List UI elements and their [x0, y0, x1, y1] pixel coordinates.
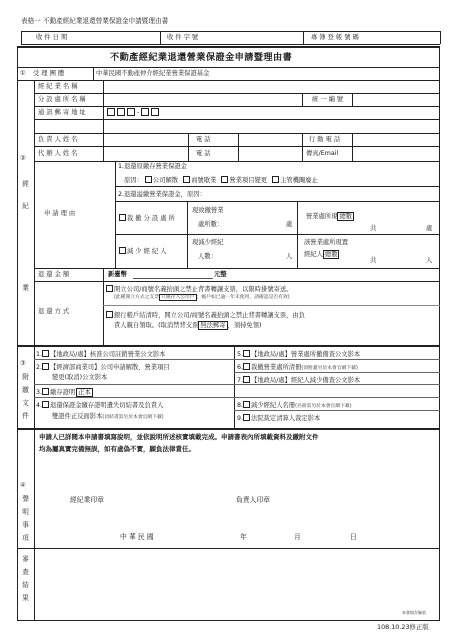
section2-vertical-label-3: 業 [22, 284, 29, 292]
reduced-agents-label-2: 人數： [198, 253, 217, 260]
mail-check-checkbox[interactable] [106, 285, 113, 292]
current-agents-prefix: 共 [370, 257, 377, 264]
unified-number-field[interactable] [355, 95, 437, 105]
attachment-1: 1. 【地政局/處】核准公司註銷營業公文影本 [36, 351, 166, 358]
agent-name-label: 代 辦 人 姓 名 [38, 150, 78, 157]
received-number-label: 收 件 字 號 [167, 34, 199, 41]
attachment-4: 4. 退還保證金繳存證明遺失切結書及負責人 [36, 402, 164, 409]
attachment-9-checkbox[interactable] [243, 414, 250, 421]
date-roc-label: 中 華 民 國 [120, 533, 154, 541]
attachment-9: 9. 法院裁定清算人裁定影本 [237, 415, 321, 422]
method-2-note: 責人親自領取。(取消禁背支票 無法郵寄 ，須持免領) [114, 322, 262, 329]
reduced-agents-label: 現減少經紀 [192, 239, 224, 246]
refund-amount-label: 退 還 金 額 [38, 271, 70, 278]
total-branches-label: 營業處所現 總數 [306, 213, 353, 220]
agent-phone-label: 電 話 [196, 150, 211, 157]
method-1-note: (此種開立方式之支票 只限存入公司戶 ；帳戶如已逾一年未使用，請確認是否有效) [114, 295, 290, 300]
owner-seal-label: 負責人印章 [236, 496, 270, 504]
date-day-label: 日 [350, 533, 357, 541]
attachment-7-checkbox[interactable] [243, 376, 250, 383]
method-1-text: 開立公司/商號名義抬頭之禁止背書轉讓支票，以限時掛號寄送。 [114, 286, 293, 293]
section3-number: ③ [20, 360, 26, 367]
attachment-4-checkbox[interactable] [42, 401, 49, 408]
business-change-checkbox[interactable] [221, 176, 228, 183]
section2-vertical-label-1: 經 [22, 180, 29, 188]
closure-label: 商號歇業 [191, 177, 217, 184]
case-number-label: 專 簿 登 帳 號 碼 [311, 34, 359, 41]
section3-vertical-label-3: 文 [22, 399, 29, 407]
mailing-address-label: 通 訊 郵 寄 地 址 [38, 109, 86, 116]
reason-1-cause-label: 原因： [124, 177, 143, 184]
phone-label: 電 話 [196, 136, 211, 143]
attachment-2: 2. 【經濟部商業司】公司申請解散、營業項目 [36, 364, 170, 371]
review-result-area[interactable] [36, 550, 436, 618]
date-month-label: 月 [294, 533, 301, 541]
mobile-label: 行 動 電 話 [309, 136, 341, 143]
refund-amount-field[interactable] [133, 270, 213, 279]
attachment-7: 7. 【地政局/處】經紀人減少備查公文影本 [237, 377, 361, 384]
fax-email-label: 傳真/Email [306, 150, 339, 157]
attachment-4-cont: 雙證件正反面影本(切結書需另於本會官網下載) [52, 413, 164, 420]
method-2-row [106, 311, 305, 319]
owner-seal-area[interactable] [225, 462, 345, 532]
remove-branch-checkbox[interactable] [119, 214, 126, 221]
branch-name-label: 分 設 處 所 名 稱 [38, 96, 86, 103]
date-year-label: 年 [240, 533, 247, 541]
unified-number-label: 統 一 編 號 [312, 96, 344, 103]
attachment-6: 6. 裁撤營業處所清冊(須附蓋另於本會官網下載) [237, 364, 358, 371]
reason-2b-row [119, 247, 167, 255]
declaration-line-2: 均為屬真實完備無誤，如有虛偽不實，願負法律責任。 [39, 445, 195, 453]
current-agents-unit: 人 [426, 257, 433, 264]
section1-number: ① [20, 70, 26, 77]
attachment-1-checkbox[interactable] [42, 350, 49, 357]
dissolution-label: 公司解散 [152, 177, 179, 184]
owner-name-label: 負 責 人 姓 名 [38, 136, 78, 143]
attachment-3: 3. 繳存證明 正本 [36, 389, 91, 396]
reduce-agents-label: 減 少 經 紀 人 [127, 248, 167, 255]
branches-unit: 處 [286, 221, 293, 228]
attachment-2-checkbox[interactable] [42, 363, 49, 370]
attachment-3-checkbox[interactable] [42, 388, 49, 395]
pickup-check-checkbox[interactable] [106, 311, 113, 318]
current-branches-label: 現致撤營業 [192, 207, 224, 214]
attachment-8: 8. 減少經紀人名冊(名冊需另於本會官網下載) [237, 402, 352, 409]
company-seal-area[interactable] [60, 462, 180, 532]
attachment-5: 5. 【地政局/處】營業處所撤備查公文影本 [237, 351, 361, 358]
section4-vertical-label-1: 聲 [22, 495, 29, 503]
received-date-label: 收 件 日 期 [36, 34, 68, 41]
branch-name-field[interactable] [106, 95, 300, 105]
reduced-agents-unit: 人 [286, 253, 293, 260]
attachment-2-cont: 變更(取消)公文影本 [52, 374, 108, 381]
section4-vertical-label-2: 明 [22, 508, 29, 516]
currency-prefix: 新臺幣 [108, 271, 127, 278]
section4-vertical-label-4: 項 [22, 534, 29, 542]
method-1-row [106, 285, 292, 293]
declaration-line-1: 申請人已詳閱本申請書填寫說明，並依說明所述核實填載完成。申請書表內所填載資料及繳附文件 [39, 433, 319, 441]
company-seal-label: 經紀業印章 [70, 496, 104, 504]
reason-2-title: 2.退還溢繳營業保證金，原因： [118, 191, 206, 198]
section1-label: 受 理 團 體 [33, 70, 65, 77]
form-number-title: 表格一 不動產經紀業退還營業保證金申請暨理由書 [21, 17, 169, 25]
refund-method-label: 退 還 方 式 [38, 308, 70, 315]
revoked-checkbox[interactable] [272, 176, 279, 183]
section3-vertical-label-4: 件 [22, 412, 29, 420]
business-change-label: 營業項目變更 [229, 177, 268, 184]
section5-vertical-label-3: 結 [22, 581, 29, 589]
attachment-8-checkbox[interactable] [243, 401, 250, 408]
method-2-text: 銀行帳戶結清時，開立公司/商號名義抬頭之禁止背書轉讓支票，由負 [114, 312, 306, 319]
postal-code-boxes[interactable]: - [106, 108, 160, 116]
section3-vertical-label-2: 繳 [22, 386, 29, 394]
total-branches-unit: 處 [426, 225, 433, 232]
section5-vertical-label-1: 審 [22, 555, 29, 563]
current-branches-label-2: 處所數： [198, 221, 224, 228]
dissolution-checkbox[interactable] [145, 176, 152, 183]
accepting-organization: 中華民國不動產仲介經紀業營業保證基金 [96, 70, 210, 77]
version-footer: 108.10.23修正版 [377, 623, 429, 631]
closure-checkbox[interactable] [183, 176, 190, 183]
reason-1-cause-line [124, 176, 318, 184]
form-title: 不動產經紀業退還營業保證金申請暨理由書 [110, 52, 293, 63]
attachment-6-checkbox[interactable] [243, 363, 250, 370]
current-agents-label: 該營業處所現置 [304, 239, 349, 246]
internal-stamp-note: 本會填存驗收 [402, 610, 426, 615]
reason-label: 申 請 理 由 [44, 210, 76, 217]
section2-vertical-label-2: 紀 [22, 202, 29, 210]
company-name-field[interactable] [106, 82, 436, 92]
remove-branch-label: 裁 撤 分 設 處 所 [127, 215, 175, 222]
total-branches-prefix: 共 [370, 225, 377, 232]
reason-1-title: 1.退還原繳存營業保證金 [118, 163, 187, 170]
revoked-label: 主管機關廢止 [280, 177, 318, 184]
reason-2a-row [119, 214, 175, 222]
section4-vertical-label-3: 事 [22, 521, 29, 529]
section3-vertical-label-1: 附 [22, 373, 29, 381]
currency-suffix: 元整 [214, 271, 227, 278]
section5-vertical-label-2: 查 [22, 568, 29, 576]
section4-number: ④ [20, 482, 26, 489]
current-agents-label-2: 經紀人 總數 [304, 251, 338, 258]
section2-number: ② [20, 155, 26, 162]
section5-vertical-label-4: 果 [22, 594, 29, 602]
reduce-agents-checkbox[interactable] [119, 247, 126, 254]
company-name-label: 經 紀 業 名 稱 [38, 83, 78, 90]
attachment-5-checkbox[interactable] [243, 350, 250, 357]
